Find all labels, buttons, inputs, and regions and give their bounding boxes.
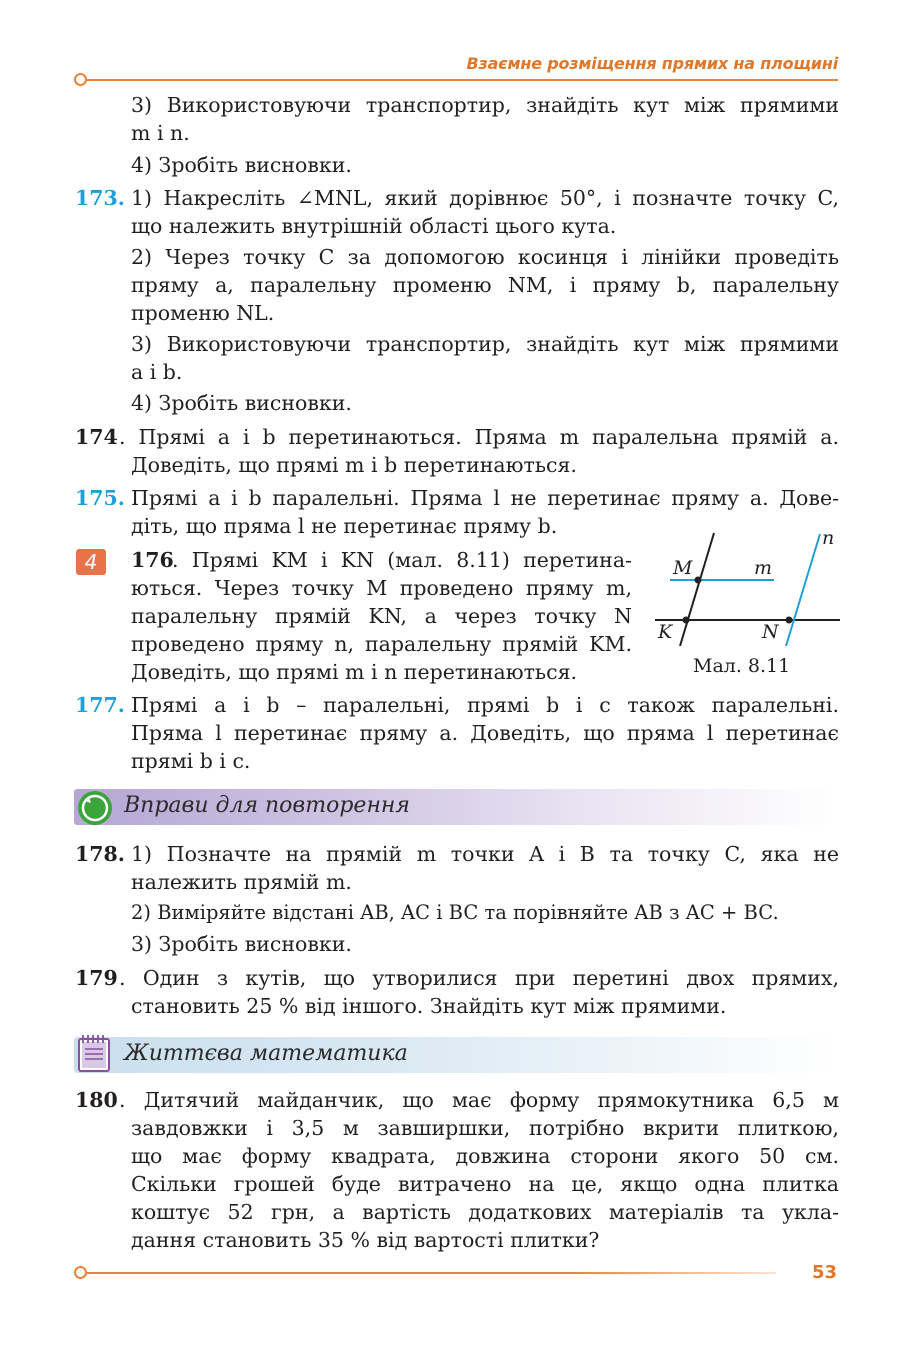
text-line: становить 25 % від іншого. Знайдіть кут між прямими. [131,994,727,1018]
text-line: 2) Через точку C за допомогою косинця і лінійки проведіть [131,245,839,269]
text-line: 4) Зробіть висновки. [131,153,352,177]
label-n: n [822,528,835,549]
text-line: . Прямі KM і KN (мал. 8.11) перетина- [172,548,632,572]
figure-caption: Мал. 8.11 [693,655,791,677]
label-M: M [673,557,693,579]
text-line: Доведіть, що прямі m і n перетинаються. [131,660,578,684]
text-line: діть, що пряма l не перетинає пряму b. [131,514,558,538]
exercise-number: 178. [75,842,125,866]
text-line: коштує 52 грн, а вартість додаткових матеріалів та укла- [131,1200,839,1224]
point-n [786,617,793,624]
point-k [683,617,690,624]
notebook-icon [76,1033,112,1073]
text-line: належить прямій m. [131,870,352,894]
exercise-number: 180 [75,1088,118,1112]
figure-8-11 [652,528,844,652]
text-line: 2) Виміряйте відстані AB, AC і BC та порівняйте AB з AC + BC. [131,901,779,924]
footer-rule [86,1272,776,1274]
text-line: 3) Використовуючи транспортир, знайдіть кут між прямими [131,93,839,117]
text-line: 3) Використовуючи транспортир, знайдіть кут між прямими [131,332,839,356]
line-n [786,534,820,646]
text-line: . Дитячий майданчик, що має форму прямокутника 6,5 м [119,1088,839,1112]
text-line: Доведіть, що прямі m і b перетинаються. [131,453,577,477]
text-line: дання становить 35 % від вартості плитки? [131,1228,600,1252]
text-line: Прямі a і b паралельні. Пряма l не перетинає пряму a. Дове- [131,486,839,510]
text-line: 1) Позначте на прямій m точки A і B та точку C, яка не [131,842,839,866]
exercise-number: 174 [75,425,118,449]
point-m [695,577,702,584]
text-line: проведено пряму n, паралельну прямій KM. [131,632,632,656]
exercise-number: 177. [75,693,125,717]
text-line: 4) Зробіть висновки. [131,391,352,415]
exercise-number: 179 [75,966,118,990]
exercise-number: 176 [131,548,174,572]
header-rule [86,79,838,81]
review-section-title: Вправи для повторення [124,793,410,818]
exercise-number: 175. [75,486,125,510]
line-km [680,533,714,646]
page-number: 53 [812,1262,838,1283]
text-line: що належить внутрішній області цього кута. [131,214,617,238]
text-line: . Прямі a і b перетинаються. Пряма m паралельна прямій a. [119,425,839,449]
difficulty-level-badge: 4 [76,549,106,575]
text-line: a і b. [131,360,183,384]
text-line: пряму a, паралельну променю NM, і пряму b, паралельну [131,273,839,297]
label-N: N [762,621,779,643]
text-line: . Один з кутів, що утворилися при перетині двох прямих, [119,966,839,990]
label-K: K [658,621,673,643]
life-math-section-title: Життєва математика [124,1041,408,1066]
text-line: ються. Через точку M проведено пряму m, [131,576,632,600]
text-line: Прямі a і b – паралельні, прямі b і c також паралельні. [131,693,839,717]
text-line: Пряма l перетинає пряму a. Доведіть, що пряма l перетинає [131,721,839,745]
text-line: 1) Накресліть ∠MNL, який дорівнює 50°, і позначте точку C, [131,186,839,210]
text-line: паралельну прямій KN, а через точку N [131,604,632,628]
refresh-icon [75,789,115,827]
label-m: m [754,557,773,579]
text-line: m і n. [131,121,190,145]
text-line: завдовжки і 3,5 м завширшки, потрібно вкрити плиткою, [131,1116,839,1140]
text-line: прямі b і c. [131,749,251,773]
text-line: променю NL. [131,301,275,325]
text-line: Скільки грошей буде витрачено на це, якщо одна плитка [131,1172,839,1196]
running-header-title: Взаємне розміщення прямих на площині [466,54,838,73]
text-line: 3) Зробіть висновки. [131,932,352,956]
text-line: що має форму квадрата, довжина сторони якого 50 см. [131,1144,839,1168]
exercise-number: 173. [75,186,125,210]
